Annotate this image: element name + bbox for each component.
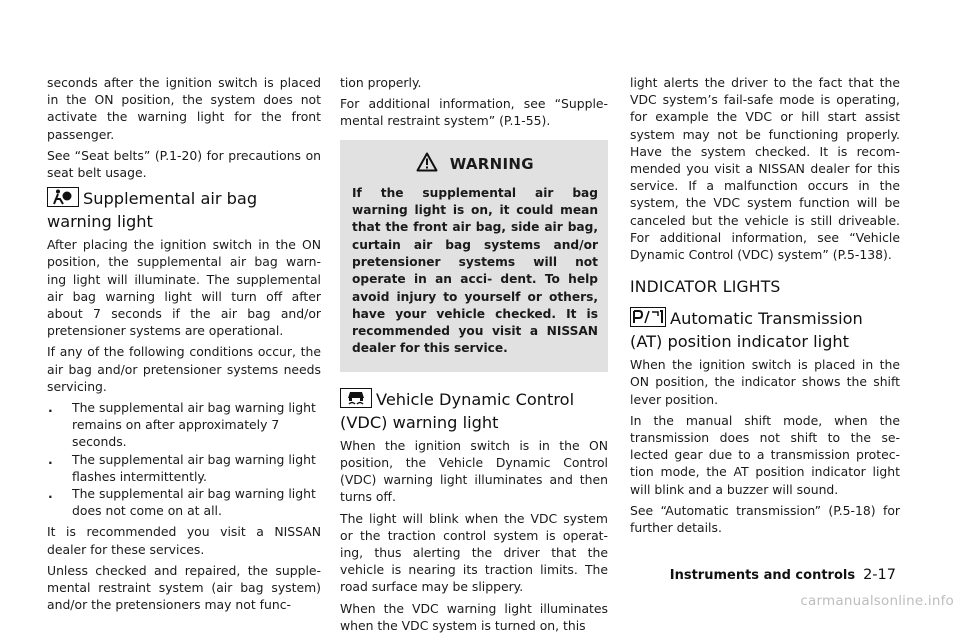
warning-title: WARNING bbox=[449, 154, 534, 173]
paragraph: In the manual shift mode, when the transmission does not shift to the se- lected gear due to a transmission protec- tion mode, the AT position indicator light will blink and a buzzer will sound. bbox=[630, 412, 900, 497]
warning-header bbox=[352, 152, 598, 173]
heading-vdc-warning-light bbox=[340, 388, 608, 433]
heading-airbag-warning-light bbox=[47, 187, 321, 232]
paragraph: When the ignition switch is in the ON position, the Vehicle Dynamic Control (VDC) warning light illuminates and then turns off. bbox=[340, 437, 608, 505]
heading-text: Automatic Transmission (AT) position indicator light bbox=[630, 309, 863, 352]
list-item bbox=[47, 399, 321, 451]
condition-list bbox=[47, 399, 321, 519]
warning-triangle-icon bbox=[416, 155, 450, 173]
paragraph: See “Automatic transmission” (P.5-18) for further details. bbox=[630, 502, 900, 536]
paragraph: If any of the following conditions occur, the air bag and/or pretensioner systems needs servicing. bbox=[47, 344, 321, 394]
list-item-text: The supplemental air bag warning light flashes intermittently. bbox=[72, 451, 316, 484]
page-footer bbox=[670, 567, 896, 583]
vdc-skid-icon bbox=[340, 388, 372, 413]
paragraph: When the ignition switch is placed in the ON position, the indicator shows the shift lever position. bbox=[630, 357, 900, 407]
section-heading-indicator-lights: INDICATOR LIGHTS bbox=[630, 278, 781, 297]
bullet: . bbox=[48, 451, 53, 467]
page-number: 2-17 bbox=[863, 567, 896, 583]
column-1 bbox=[47, 74, 321, 617]
list-item-text: The supplemental air bag warning light does not come on at all. bbox=[72, 486, 316, 519]
column-2 bbox=[340, 74, 608, 638]
paragraph: It is recommended you visit a NISSAN dealer for these services. bbox=[47, 524, 321, 557]
paragraph: After placing the ignition switch in the ON position, the supplemental air bag warn- ing light will illuminate. The supplemental air bag warning light will turn off after about 7 seconds if the air bag and/or pretensioner systems are operational. bbox=[47, 237, 321, 339]
heading-text: Supplemental air bag warning light bbox=[47, 189, 258, 232]
paragraph: When the VDC warning light illuminates when the VDC system is turned on, this bbox=[340, 600, 608, 633]
paragraph: seconds after the ignition switch is placed in the ON position, the system does not activate the warning light for the front passenger. bbox=[47, 75, 321, 142]
column-3 bbox=[630, 74, 900, 540]
list-item-text: The supplemental air bag warning light remains on after approximately 7 seconds. bbox=[72, 400, 316, 450]
warning-box bbox=[340, 140, 608, 372]
watermark: carmanualsonline.info bbox=[800, 593, 954, 609]
paragraph: For additional information, see “Supple- mental restraint system” (P.1-55). bbox=[340, 96, 608, 129]
footer-section-title: Instruments and controls bbox=[669, 568, 856, 583]
airbag-warning-icon bbox=[47, 187, 79, 212]
paragraph: See “Seat belts” (P.1-20) for precautions on seat belt usage. bbox=[47, 147, 321, 181]
bullet: . bbox=[48, 400, 53, 416]
at-position-icon bbox=[630, 307, 666, 332]
paragraph: The light will blink when the VDC system or the traction control system is operat- ing, thus alerting the driver that the vehicle is nearing its traction limits. The road surface may be slippery. bbox=[340, 510, 608, 595]
heading-text: Vehicle Dynamic Control (VDC) warning light bbox=[340, 389, 575, 432]
warning-text: If the supplemental air bag warning light is on, it could mean that the front air bag, side air bag, curtain air bag systems and/or pretensioner systems will not operate in an acci- dent. To help avoid injury to yourself or others, have your vehicle checked. It is recommended you visit a NISSAN dealer for this service. bbox=[352, 185, 598, 356]
list-item bbox=[47, 451, 321, 485]
paragraph: tion properly. bbox=[340, 75, 422, 90]
paragraph: light alerts the driver to the fact that the VDC system’s fail-safe mode is operating, for example the VDC or hill start assist system may not be functioning properly. Have the system checked. It is recom- mended you visit a NISSAN dealer for this service. If a malfunction occurs in the system, the VDC system function will be canceled but the vehicle is still driveable. For additional information, see “Vehicle Dynamic Control (VDC) system” (P.5-138). bbox=[630, 75, 900, 263]
heading-at-position-indicator bbox=[630, 307, 900, 352]
list-item bbox=[47, 485, 321, 519]
paragraph: Unless checked and repaired, the supple- mental restraint system (air bag system) and/or the pretensioners may not func- bbox=[47, 562, 321, 613]
bullet: . bbox=[48, 486, 53, 502]
